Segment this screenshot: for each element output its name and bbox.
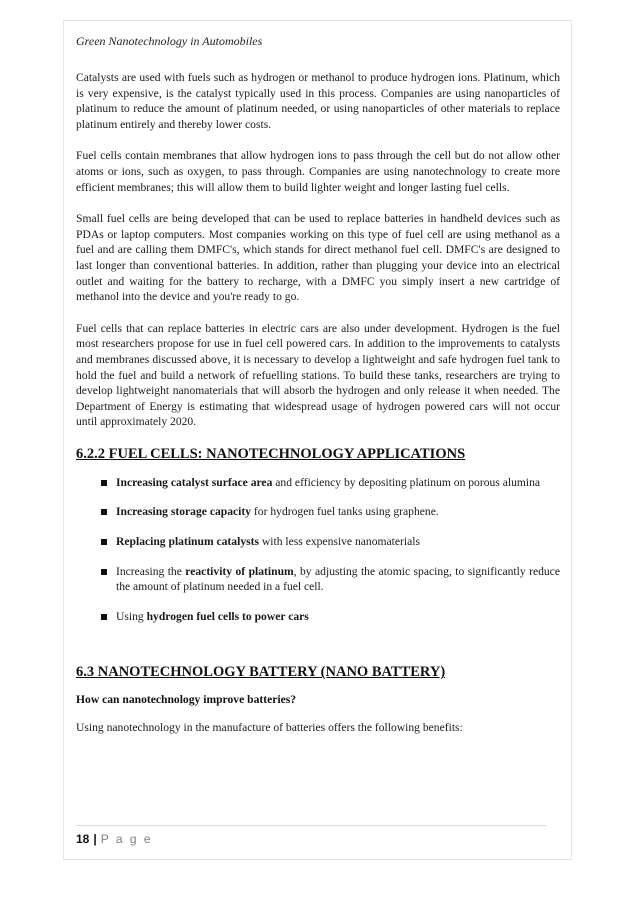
page-content — [76, 70, 560, 752]
paragraph-electric-cars: Fuel cells that can replace batteries in electric cars are also under development. Hydrogen is the fuel most researchers propose for use in fuel cell powered cars. In addition to the improvements to catalysts and membranes discussed above, it is necessary to develop a lightweight and safe hydrogen fuel tank to hold the fuel and build a network of refuelling stations. To build these tanks, researchers are trying to develop lightweight nanomaterials that will absorb the hydrogen and only release it when needed. The Department of Energy is estimating that widespread usage of hydrogen powered cars will not occur until approximately 2020. — [76, 321, 560, 429]
square-bullet-icon — [101, 509, 107, 515]
list-item: Increasing storage capacity for hydrogen fuel tanks using graphene. — [101, 504, 560, 520]
paragraph-benefits-intro: Using nanotechnology in the manufacture of batteries offers the following benefits: — [76, 721, 463, 735]
footer-rule — [76, 825, 546, 826]
list-item: Replacing platinum catalysts with less expensive nanomaterials — [101, 534, 560, 550]
question-heading: How can nanotechnology improve batteries? — [76, 693, 297, 707]
page-label: P a g e — [100, 832, 153, 846]
square-bullet-icon — [101, 539, 107, 545]
paragraph-catalysts: Catalysts are used with fuels such as hydrogen or methanol to produce hydrogen ions. Platinum, which is very expensive, is the catalyst typically used in this process. Companies are using nanoparticles of platinum to reduce the amount of platinum needed, or using nanoparticles of other materials to replace platinum entirely and thereby lower costs. — [76, 71, 560, 131]
heading-fuel-cells-applications: 6.2.2 FUEL CELLS: NANOTECHNOLOGY APPLICATIONS — [76, 445, 466, 462]
paragraph-small-fuel-cells: Small fuel cells are being developed that can be used to replace batteries in handheld devices such as PDAs or laptop computers. Most companies working on this type of fuel cell are using methanol as a fuel and are calling them DMFC's, which stands for direct methanol fuel cell. DMFC's are designed to last longer than conventional batteries. In addition, rather than plugging your device into an electrical outlet and waiting for the battery to recharge, with a DMFC you simply insert a new cartridge of methanol into the device and you're ready to go. — [76, 212, 560, 304]
square-bullet-icon — [101, 569, 107, 575]
page-footer — [76, 832, 153, 846]
page-number: 18 — [76, 832, 90, 846]
running-head: Green Nanotechnology in Automobiles — [76, 34, 263, 48]
heading-nano-battery: 6.3 NANOTECHNOLOGY BATTERY (NANO BATTERY) — [76, 664, 446, 681]
square-bullet-icon — [101, 614, 107, 620]
square-bullet-icon — [101, 480, 107, 486]
list-item: Increasing the reactivity of platinum, by adjusting the atomic spacing, to significantly reduce the amount of platinum needed in a fuel cell. — [101, 564, 560, 595]
applications-list — [76, 475, 560, 625]
list-item: Increasing catalyst surface area and efficiency by depositing platinum on porous alumina — [101, 475, 560, 491]
paragraph-membranes: Fuel cells contain membranes that allow hydrogen ions to pass through the cell but do not allow other atoms or ions, such as oxygen, to pass through. Companies are using nanotechnology to create more efficient membranes; this will allow them to build lighter weight and longer lasting fuel cells. — [76, 149, 560, 194]
footer-separator: | — [93, 832, 97, 846]
list-item: Using hydrogen fuel cells to power cars — [101, 609, 560, 625]
